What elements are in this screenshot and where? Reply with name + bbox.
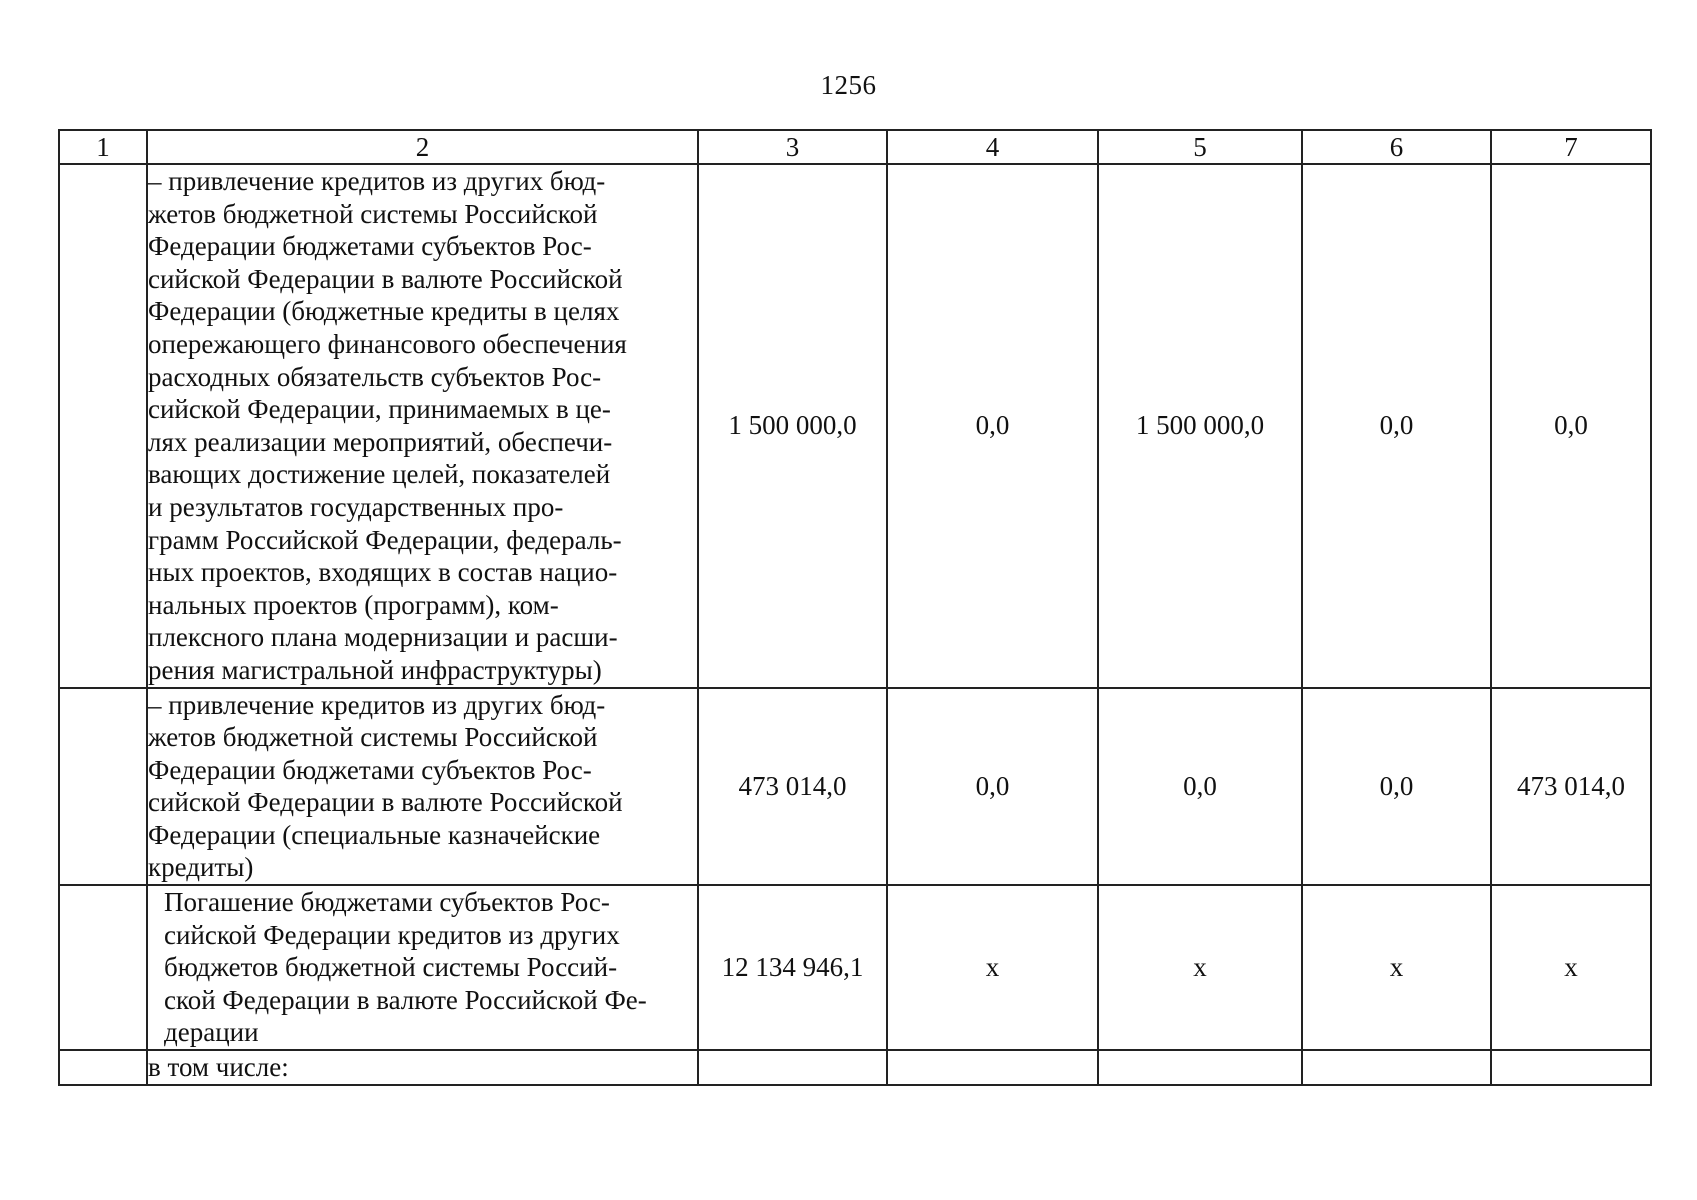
description-line: Федерации бюджетами субъектов Рос- (148, 754, 592, 785)
description-line: грамм Российской Федерации, федераль- (148, 524, 622, 555)
description-line: жетов бюджетной системы Российской (148, 722, 598, 753)
value-cell-col7: 473 014,0 (1491, 688, 1651, 886)
description-line: нальных проектов (программ), ком- (148, 589, 559, 620)
value-cell-col6: 0,0 (1302, 164, 1491, 688)
value-cell-col4: х (887, 885, 1098, 1050)
description-line: кредиты) (148, 852, 254, 883)
description-line: ской Федерации в валюте Российской Фе- (164, 984, 647, 1015)
value-cell-col5: 1 500 000,0 (1098, 164, 1302, 688)
description-line: сийской Федерации в валюте Российской (148, 263, 623, 294)
header-row (59, 130, 1651, 164)
description-line: рения магистральной инфраструктуры) (148, 654, 602, 685)
page-number: 1256 (820, 70, 877, 100)
description-line: дерации (164, 1017, 259, 1048)
value-cell-col6 (1302, 1050, 1491, 1085)
column-header-6: 6 (1302, 130, 1491, 164)
row-number-cell (59, 1050, 147, 1085)
row-description (147, 1050, 698, 1085)
value-cell-col4: 0,0 (887, 688, 1098, 886)
column-header-7: 7 (1491, 130, 1651, 164)
description-line: сийской Федерации в валюте Российской (148, 787, 623, 818)
value-cell-col4: 0,0 (887, 164, 1098, 688)
description-line: лях реализации мероприятий, обеспечи- (148, 426, 613, 457)
value-cell-col3: 473 014,0 (698, 688, 887, 886)
description-line: сийской Федерации, принимаемых в це- (148, 394, 611, 425)
description-line: опережающего финансового обеспечения (148, 328, 627, 359)
description-line: вающих достижение целей, показателей (148, 459, 611, 490)
value-cell-col7: х (1491, 885, 1651, 1050)
row-description (147, 164, 698, 688)
table-row (59, 164, 1651, 688)
row-number-cell (59, 885, 147, 1050)
row-description (147, 885, 698, 1050)
description-line: Федерации бюджетами субъектов Рос- (148, 231, 592, 262)
description-line: сийской Федерации кредитов из других (164, 919, 620, 950)
description-line: Федерации (специальные казначейские (148, 819, 601, 850)
column-header-5: 5 (1098, 130, 1302, 164)
description-line: и результатов государственных про- (148, 491, 564, 522)
value-cell-col4 (887, 1050, 1098, 1085)
description-line: Погашение бюджетами субъектов Рос- (164, 887, 610, 918)
row-number-cell (59, 164, 147, 688)
description-line: в том числе: (148, 1052, 289, 1083)
column-header-2: 2 (147, 130, 698, 164)
description-line: – привлечение кредитов из других бюд- (148, 166, 606, 196)
description-line: ных проектов, входящих в состав нацио- (148, 557, 618, 588)
row-description (147, 688, 698, 886)
description-line: плексного плана модернизации и расши- (148, 622, 618, 653)
description-line: расходных обязательств субъектов Рос- (148, 361, 602, 392)
row-number-cell (59, 688, 147, 886)
value-cell-col3: 12 134 946,1 (698, 885, 887, 1050)
description-line: бюджетов бюджетной системы Россий- (164, 952, 618, 983)
column-header-3: 3 (698, 130, 887, 164)
table-row (59, 885, 1651, 1050)
column-header-1: 1 (59, 130, 147, 164)
description-line: жетов бюджетной системы Российской (148, 198, 598, 229)
table-row (59, 1050, 1651, 1085)
description-line: – привлечение кредитов из других бюд- (148, 689, 606, 720)
value-cell-col7: 0,0 (1491, 164, 1651, 688)
value-cell-col3 (698, 1050, 887, 1085)
value-cell-col5 (1098, 1050, 1302, 1085)
value-cell-col6: 0,0 (1302, 688, 1491, 886)
value-cell-col3: 1 500 000,0 (698, 164, 887, 688)
description-line: Федерации (бюджетные кредиты в целях (148, 296, 620, 327)
table-row (59, 688, 1651, 886)
column-header-4: 4 (887, 130, 1098, 164)
value-cell-col6: х (1302, 885, 1491, 1050)
value-cell-col5: х (1098, 885, 1302, 1050)
value-cell-col7 (1491, 1050, 1651, 1085)
budget-table (58, 129, 1652, 1086)
value-cell-col5: 0,0 (1098, 688, 1302, 886)
